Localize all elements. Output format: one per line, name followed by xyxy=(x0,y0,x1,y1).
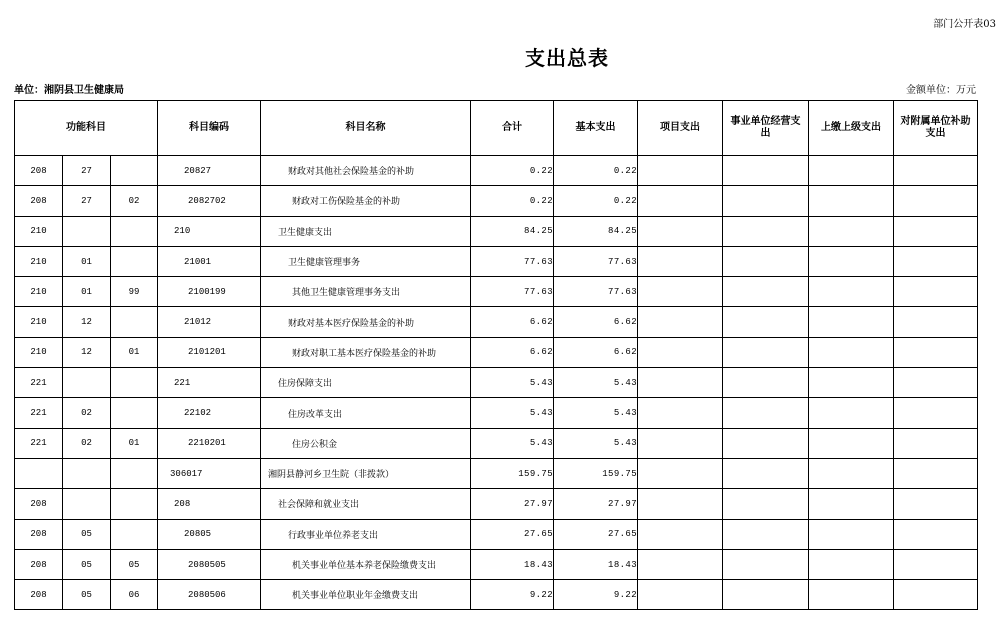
table-row xyxy=(15,307,978,337)
subject-name-cell: 财政对工伤保险基金的补助 xyxy=(261,186,471,216)
subsidiary-subsidy-cell xyxy=(894,458,978,488)
project-expense-cell xyxy=(638,246,723,276)
subject-name-cell: 财政对职工基本医疗保险基金的补助 xyxy=(261,337,471,367)
total-cell: 27.97 xyxy=(471,489,554,519)
function-class-cell: 210 xyxy=(15,277,63,307)
unit-label: 单位：湘阴县卫生健康局 xyxy=(14,85,124,96)
business-expense-cell xyxy=(723,277,809,307)
function-section-cell: 01 xyxy=(111,428,158,458)
function-class-cell: 208 xyxy=(15,186,63,216)
project-expense-cell xyxy=(638,398,723,428)
total-cell: 5.43 xyxy=(471,398,554,428)
function-section-cell xyxy=(111,307,158,337)
remit-upper-cell xyxy=(809,580,894,610)
total-cell: 6.62 xyxy=(471,337,554,367)
table-row xyxy=(15,277,978,307)
project-expense-cell xyxy=(638,216,723,246)
function-class-cell: 210 xyxy=(15,246,63,276)
function-section-cell xyxy=(111,156,158,186)
function-item-cell xyxy=(63,489,111,519)
project-expense-cell xyxy=(638,307,723,337)
total-cell: 6.62 xyxy=(471,307,554,337)
basic-expense-cell: 5.43 xyxy=(554,368,638,398)
header-basic-expense: 基本支出 xyxy=(554,101,638,156)
subsidiary-subsidy-cell xyxy=(894,307,978,337)
page-title: 支出总表 xyxy=(525,46,609,70)
table-row xyxy=(15,246,978,276)
function-class-cell: 208 xyxy=(15,580,63,610)
subject-name-cell: 财政对基本医疗保险基金的补助 xyxy=(261,307,471,337)
project-expense-cell xyxy=(638,580,723,610)
table-row xyxy=(15,156,978,186)
project-expense-cell xyxy=(638,156,723,186)
basic-expense-cell: 18.43 xyxy=(554,549,638,579)
function-section-cell xyxy=(111,398,158,428)
function-class-cell: 221 xyxy=(15,368,63,398)
header-function-subject: 功能科目 xyxy=(15,101,158,156)
subject-code-cell: 21001 xyxy=(158,246,261,276)
subsidiary-subsidy-cell xyxy=(894,156,978,186)
subject-code-cell: 2100199 xyxy=(158,277,261,307)
function-section-cell xyxy=(111,489,158,519)
function-class-cell: 221 xyxy=(15,398,63,428)
project-expense-cell xyxy=(638,549,723,579)
project-expense-cell xyxy=(638,428,723,458)
basic-expense-cell: 77.63 xyxy=(554,246,638,276)
remit-upper-cell xyxy=(809,156,894,186)
table-row xyxy=(15,216,978,246)
remit-upper-cell xyxy=(809,428,894,458)
total-cell: 5.43 xyxy=(471,368,554,398)
subsidiary-subsidy-cell xyxy=(894,519,978,549)
function-section-cell: 06 xyxy=(111,580,158,610)
remit-upper-cell xyxy=(809,398,894,428)
subsidiary-subsidy-cell xyxy=(894,398,978,428)
subject-code-cell: 2101201 xyxy=(158,337,261,367)
subject-code-cell: 22102 xyxy=(158,398,261,428)
basic-expense-cell: 84.25 xyxy=(554,216,638,246)
function-section-cell: 99 xyxy=(111,277,158,307)
subject-name-cell: 卫生健康支出 xyxy=(261,216,471,246)
subject-code-cell: 21012 xyxy=(158,307,261,337)
subject-code-cell: 20805 xyxy=(158,519,261,549)
subject-code-cell: 2080506 xyxy=(158,580,261,610)
function-section-cell xyxy=(111,519,158,549)
subject-code-cell: 2210201 xyxy=(158,428,261,458)
subsidiary-subsidy-cell xyxy=(894,277,978,307)
function-item-cell xyxy=(63,458,111,488)
business-expense-cell xyxy=(723,398,809,428)
business-expense-cell xyxy=(723,216,809,246)
subject-name-cell: 住房公积金 xyxy=(261,428,471,458)
function-class-cell: 210 xyxy=(15,216,63,246)
business-expense-cell xyxy=(723,428,809,458)
project-expense-cell xyxy=(638,489,723,519)
subsidiary-subsidy-cell xyxy=(894,580,978,610)
project-expense-cell xyxy=(638,519,723,549)
function-class-cell: 208 xyxy=(15,489,63,519)
header-subsidiary-subsidy: 对附属单位补助支出 xyxy=(894,101,978,156)
total-cell: 9.22 xyxy=(471,580,554,610)
business-expense-cell xyxy=(723,156,809,186)
project-expense-cell xyxy=(638,368,723,398)
function-class-cell: 221 xyxy=(15,428,63,458)
table-row xyxy=(15,186,978,216)
subsidiary-subsidy-cell xyxy=(894,186,978,216)
basic-expense-cell: 159.75 xyxy=(554,458,638,488)
header-row xyxy=(15,101,978,156)
function-class-cell xyxy=(15,458,63,488)
subject-code-cell: 221 xyxy=(158,368,261,398)
total-cell: 27.65 xyxy=(471,519,554,549)
table-row xyxy=(15,549,978,579)
table-body xyxy=(15,156,978,610)
table-row xyxy=(15,398,978,428)
subject-code-cell: 210 xyxy=(158,216,261,246)
function-class-cell: 210 xyxy=(15,307,63,337)
function-item-cell: 05 xyxy=(63,580,111,610)
function-class-cell: 208 xyxy=(15,519,63,549)
basic-expense-cell: 9.22 xyxy=(554,580,638,610)
total-cell: 18.43 xyxy=(471,549,554,579)
function-item-cell: 02 xyxy=(63,428,111,458)
basic-expense-cell: 0.22 xyxy=(554,186,638,216)
project-expense-cell xyxy=(638,458,723,488)
business-expense-cell xyxy=(723,246,809,276)
total-cell: 84.25 xyxy=(471,216,554,246)
business-expense-cell xyxy=(723,549,809,579)
form-number: 部门公开表03 xyxy=(933,19,996,30)
subject-code-cell: 208 xyxy=(158,489,261,519)
function-item-cell: 02 xyxy=(63,398,111,428)
project-expense-cell xyxy=(638,337,723,367)
remit-upper-cell xyxy=(809,186,894,216)
header-subject-code: 科目编码 xyxy=(158,101,261,156)
header-project-expense: 项目支出 xyxy=(638,101,723,156)
basic-expense-cell: 5.43 xyxy=(554,428,638,458)
business-expense-cell xyxy=(723,337,809,367)
remit-upper-cell xyxy=(809,368,894,398)
table-row xyxy=(15,428,978,458)
function-section-cell xyxy=(111,246,158,276)
subsidiary-subsidy-cell xyxy=(894,368,978,398)
function-class-cell: 208 xyxy=(15,549,63,579)
project-expense-cell xyxy=(638,277,723,307)
subject-name-cell: 财政对其他社会保险基金的补助 xyxy=(261,156,471,186)
subject-name-cell: 机关事业单位基本养老保险缴费支出 xyxy=(261,549,471,579)
remit-upper-cell xyxy=(809,277,894,307)
amount-unit-label: 金额单位：万元 xyxy=(906,85,976,96)
subject-code-cell: 306017 xyxy=(158,458,261,488)
business-expense-cell xyxy=(723,368,809,398)
subject-code-cell: 2080505 xyxy=(158,549,261,579)
subsidiary-subsidy-cell xyxy=(894,428,978,458)
header-remit-upper: 上缴上级支出 xyxy=(809,101,894,156)
subject-name-cell: 行政事业单位养老支出 xyxy=(261,519,471,549)
basic-expense-cell: 27.97 xyxy=(554,489,638,519)
function-item-cell: 27 xyxy=(63,186,111,216)
function-section-cell xyxy=(111,368,158,398)
total-cell: 0.22 xyxy=(471,186,554,216)
basic-expense-cell: 6.62 xyxy=(554,307,638,337)
total-cell: 77.63 xyxy=(471,246,554,276)
subject-name-cell: 卫生健康管理事务 xyxy=(261,246,471,276)
table-row xyxy=(15,337,978,367)
subsidiary-subsidy-cell xyxy=(894,549,978,579)
function-item-cell: 01 xyxy=(63,246,111,276)
function-item-cell: 01 xyxy=(63,277,111,307)
function-item-cell: 12 xyxy=(63,307,111,337)
function-section-cell xyxy=(111,216,158,246)
total-cell: 77.63 xyxy=(471,277,554,307)
subject-name-cell: 社会保障和就业支出 xyxy=(261,489,471,519)
remit-upper-cell xyxy=(809,216,894,246)
subject-name-cell: 其他卫生健康管理事务支出 xyxy=(261,277,471,307)
table-row xyxy=(15,458,978,488)
function-section-cell: 05 xyxy=(111,549,158,579)
table-row xyxy=(15,489,978,519)
expense-summary-table xyxy=(14,100,978,610)
remit-upper-cell xyxy=(809,549,894,579)
subject-code-cell: 2082702 xyxy=(158,186,261,216)
function-item-cell: 27 xyxy=(63,156,111,186)
basic-expense-cell: 27.65 xyxy=(554,519,638,549)
function-class-cell: 210 xyxy=(15,337,63,367)
header-subject-name: 科目名称 xyxy=(261,101,471,156)
subject-name-cell: 住房保障支出 xyxy=(261,368,471,398)
subsidiary-subsidy-cell xyxy=(894,337,978,367)
subsidiary-subsidy-cell xyxy=(894,216,978,246)
project-expense-cell xyxy=(638,186,723,216)
function-section-cell: 02 xyxy=(111,186,158,216)
basic-expense-cell: 77.63 xyxy=(554,277,638,307)
total-cell: 0.22 xyxy=(471,156,554,186)
subject-name-cell: 机关事业单位职业年金缴费支出 xyxy=(261,580,471,610)
function-class-cell: 208 xyxy=(15,156,63,186)
function-item-cell: 05 xyxy=(63,549,111,579)
remit-upper-cell xyxy=(809,519,894,549)
business-expense-cell xyxy=(723,519,809,549)
remit-upper-cell xyxy=(809,458,894,488)
function-section-cell xyxy=(111,458,158,488)
basic-expense-cell: 0.22 xyxy=(554,156,638,186)
total-cell: 159.75 xyxy=(471,458,554,488)
table-row xyxy=(15,519,978,549)
subject-name-cell: 湘阴县静河乡卫生院（非拨款） xyxy=(261,458,471,488)
table-row xyxy=(15,368,978,398)
business-expense-cell xyxy=(723,458,809,488)
basic-expense-cell: 5.43 xyxy=(554,398,638,428)
table-header xyxy=(15,101,978,156)
remit-upper-cell xyxy=(809,307,894,337)
remit-upper-cell xyxy=(809,489,894,519)
table-row xyxy=(15,580,978,610)
function-item-cell: 12 xyxy=(63,337,111,367)
remit-upper-cell xyxy=(809,337,894,367)
subject-name-cell: 住房改革支出 xyxy=(261,398,471,428)
header-business-expense: 事业单位经营支出 xyxy=(723,101,809,156)
subsidiary-subsidy-cell xyxy=(894,489,978,519)
business-expense-cell xyxy=(723,489,809,519)
subject-code-cell: 20827 xyxy=(158,156,261,186)
function-item-cell: 05 xyxy=(63,519,111,549)
subsidiary-subsidy-cell xyxy=(894,246,978,276)
function-item-cell xyxy=(63,368,111,398)
function-section-cell: 01 xyxy=(111,337,158,367)
business-expense-cell xyxy=(723,307,809,337)
total-cell: 5.43 xyxy=(471,428,554,458)
business-expense-cell xyxy=(723,186,809,216)
business-expense-cell xyxy=(723,580,809,610)
basic-expense-cell: 6.62 xyxy=(554,337,638,367)
function-item-cell xyxy=(63,216,111,246)
header-total: 合计 xyxy=(471,101,554,156)
remit-upper-cell xyxy=(809,246,894,276)
